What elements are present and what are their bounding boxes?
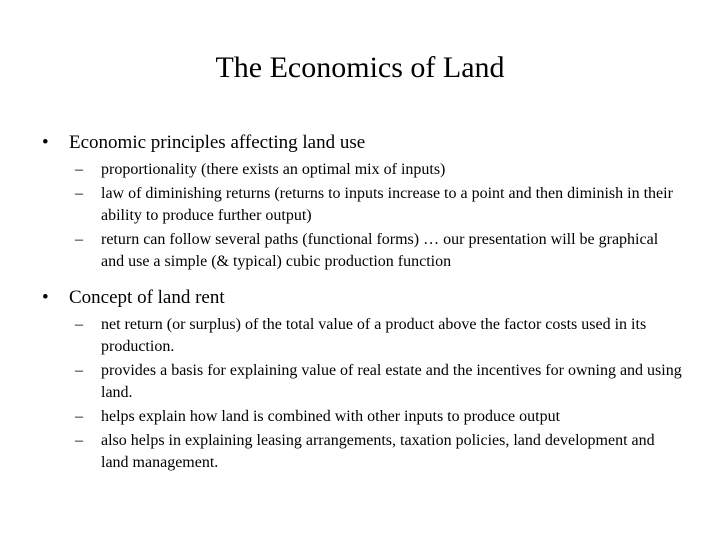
sub-bullet-item — [0, 314, 720, 358]
bullet-marker: • — [42, 132, 49, 153]
bullet-marker: • — [42, 287, 49, 308]
sub-bullet-item — [0, 360, 720, 404]
sub-bullet-text: return can follow several paths (functional forms) … our presentation will be graphical and use a simple (& typical) cubic production function — [101, 231, 659, 270]
sub-bullet-marker: – — [75, 316, 83, 333]
sub-bullet-item — [0, 430, 720, 474]
bullet-text: Economic principles affecting land use — [69, 132, 366, 153]
sub-bullet-marker: – — [75, 362, 83, 379]
sub-bullet-text: proportionality (there exists an optimal mix of inputs) — [101, 161, 446, 178]
sub-bullet-marker: – — [75, 408, 83, 425]
sub-bullet-marker: – — [75, 231, 83, 248]
bullet-text: Concept of land rent — [69, 287, 225, 308]
sub-bullet-marker: – — [75, 185, 83, 202]
sub-bullet-list — [0, 314, 720, 474]
sub-bullet-text: helps explain how land is combined with other inputs to produce output — [101, 408, 561, 425]
sub-bullet-text: also helps in explaining leasing arrangements, taxation policies, land development and land management. — [101, 432, 655, 471]
sub-bullet-text: net return (or surplus) of the total value of a product above the factor costs used in its production. — [101, 316, 647, 355]
slide-title: The Economics of Land — [215, 51, 505, 84]
sub-bullet-item — [0, 159, 720, 181]
sub-bullet-text: provides a basis for explaining value of real estate and the incentives for owning and using land. — [101, 362, 682, 401]
sub-bullet-item — [0, 229, 720, 273]
sub-bullet-item — [0, 406, 720, 428]
sub-bullet-list — [0, 159, 720, 273]
sub-bullet-marker: – — [75, 432, 83, 449]
bullet-item — [0, 130, 720, 273]
sub-bullet-text: law of diminishing returns (returns to inputs increase to a point and then diminish in their ability to produce further output) — [101, 185, 673, 224]
sub-bullet-marker: – — [75, 161, 83, 178]
bullet-list — [0, 130, 720, 486]
bullet-item — [0, 285, 720, 474]
sub-bullet-item — [0, 183, 720, 227]
